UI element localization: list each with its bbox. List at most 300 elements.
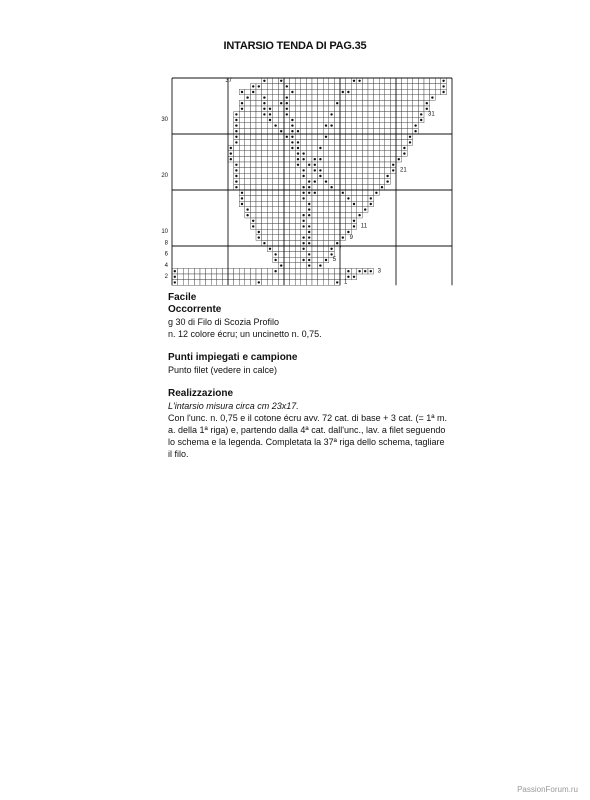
chart-cell — [346, 162, 352, 168]
chart-dot — [392, 164, 394, 166]
chart-cell — [334, 229, 340, 235]
chart-cell — [278, 89, 284, 95]
chart-cell — [379, 106, 385, 112]
chart-cell — [390, 128, 396, 134]
chart-dot — [319, 175, 321, 177]
chart-dot — [235, 164, 237, 166]
chart-row-label: 8 — [164, 240, 168, 247]
chart-cell — [318, 95, 324, 101]
chart-cell — [256, 123, 262, 129]
chart-dot — [330, 124, 332, 126]
chart-cell — [301, 106, 307, 112]
chart-cell — [306, 218, 312, 224]
chart-cell — [278, 84, 284, 90]
filet-chart-svg — [152, 72, 462, 287]
chart-cell — [346, 112, 352, 118]
chart-dot — [308, 164, 310, 166]
making-heading: Realizzazione — [168, 388, 234, 399]
chart-cell — [340, 168, 346, 174]
chart-cell — [267, 162, 273, 168]
chart-cell — [245, 145, 251, 151]
chart-cell — [323, 117, 329, 123]
chart-cell — [256, 95, 262, 101]
chart-cell — [267, 128, 273, 134]
chart-cell — [178, 280, 184, 286]
chart-cell — [379, 100, 385, 106]
chart-cell — [290, 190, 296, 196]
chart-dot — [353, 80, 355, 82]
chart-cell — [284, 263, 290, 269]
chart-dot — [330, 248, 332, 250]
chart-cell — [351, 112, 357, 118]
chart-cell — [295, 100, 301, 106]
chart-cell — [368, 112, 374, 118]
chart-cell — [374, 128, 380, 134]
needs-heading: Occorrente — [168, 304, 222, 315]
chart-cell — [301, 100, 307, 106]
chart-cell — [256, 162, 262, 168]
chart-cell — [301, 252, 307, 258]
chart-cell — [295, 212, 301, 218]
chart-cell — [312, 201, 318, 207]
chart-cell — [267, 184, 273, 190]
chart-cell — [234, 156, 240, 162]
chart-cell — [256, 89, 262, 95]
chart-cell — [267, 134, 273, 140]
chart-cell — [312, 224, 318, 230]
chart-cell — [334, 123, 340, 129]
chart-cell — [183, 280, 189, 286]
chart-dot — [241, 197, 243, 199]
chart-cell — [295, 274, 301, 280]
chart-cell — [318, 201, 324, 207]
chart-cell — [396, 89, 402, 95]
chart-cell — [256, 201, 262, 207]
chart-cell — [290, 168, 296, 174]
chart-cell — [351, 212, 357, 218]
chart-cell — [284, 218, 290, 224]
chart-cell — [290, 78, 296, 84]
chart-row-label: 10 — [161, 229, 168, 236]
chart-cell — [301, 89, 307, 95]
chart-cell — [250, 145, 256, 151]
chart-cell — [262, 89, 268, 95]
chart-cell — [284, 156, 290, 162]
chart-cell — [245, 117, 251, 123]
chart-cell — [368, 117, 374, 123]
chart-cell — [239, 112, 245, 118]
chart-cell — [396, 100, 402, 106]
chart-cell — [368, 100, 374, 106]
chart-cell — [245, 89, 251, 95]
chart-cell — [362, 196, 368, 202]
chart-cell — [346, 179, 352, 185]
chart-cell — [284, 151, 290, 157]
chart-cell — [278, 106, 284, 112]
chart-cell — [306, 173, 312, 179]
chart-cell — [318, 112, 324, 118]
chart-cell — [262, 229, 268, 235]
chart-cell — [362, 123, 368, 129]
chart-cell — [318, 100, 324, 106]
chart-cell — [334, 201, 340, 207]
chart-cell — [267, 173, 273, 179]
chart-cell — [206, 268, 212, 274]
chart-cell — [295, 84, 301, 90]
chart-cell — [390, 123, 396, 129]
chart-cell — [374, 78, 380, 84]
chart-cell — [351, 151, 357, 157]
chart-cell — [250, 112, 256, 118]
chart-dot — [286, 85, 288, 87]
chart-dot — [319, 158, 321, 160]
chart-cell — [346, 207, 352, 213]
chart-cell — [385, 168, 391, 174]
chart-cell — [278, 252, 284, 258]
chart-cell — [256, 106, 262, 112]
chart-dot — [319, 169, 321, 171]
chart-cell — [379, 89, 385, 95]
chart-row-label: 7 — [338, 246, 342, 252]
chart-cell — [402, 106, 408, 112]
chart-cell — [329, 134, 335, 140]
chart-cell — [329, 201, 335, 207]
chart-cell — [368, 151, 374, 157]
chart-row-label: 21 — [400, 167, 407, 174]
chart-cell — [413, 112, 419, 118]
chart-cell — [407, 112, 413, 118]
chart-cell — [413, 106, 419, 112]
chart-cell — [273, 95, 279, 101]
chart-dot — [342, 192, 344, 194]
chart-cell — [430, 89, 436, 95]
chart-cell — [267, 274, 273, 280]
chart-cell — [206, 280, 212, 286]
chart-cell — [262, 196, 268, 202]
chart-cell — [284, 212, 290, 218]
chart-cell — [256, 145, 262, 151]
chart-dot — [274, 270, 276, 272]
chart-cell — [368, 123, 374, 129]
chart-cell — [284, 173, 290, 179]
chart-cell — [239, 151, 245, 157]
chart-cell — [340, 84, 346, 90]
chart-dot — [403, 152, 405, 154]
chart-cell — [346, 201, 352, 207]
chart-dot — [403, 147, 405, 149]
chart-cell — [312, 84, 318, 90]
chart-cell — [273, 145, 279, 151]
chart-dot — [302, 175, 304, 177]
chart-cell — [357, 151, 363, 157]
chart-cell — [351, 117, 357, 123]
chart-cell — [368, 184, 374, 190]
chart-cell — [290, 201, 296, 207]
chart-cell — [418, 84, 424, 90]
chart-cell — [318, 235, 324, 241]
chart-dot — [308, 259, 310, 261]
chart-cell — [278, 112, 284, 118]
chart-dot — [308, 264, 310, 266]
chart-cell — [323, 100, 329, 106]
chart-dot — [314, 169, 316, 171]
chart-dot — [308, 203, 310, 205]
chart-dot — [375, 192, 377, 194]
chart-cell — [362, 173, 368, 179]
chart-cell — [334, 145, 340, 151]
chart-cell — [407, 117, 413, 123]
chart-cell — [256, 184, 262, 190]
chart-row-label: 2 — [164, 274, 168, 280]
chart-cell — [273, 173, 279, 179]
chart-cell — [301, 78, 307, 84]
chart-cell — [301, 263, 307, 269]
chart-cell — [278, 207, 284, 213]
chart-cell — [273, 140, 279, 146]
filet-chart — [152, 72, 462, 287]
chart-cell — [306, 274, 312, 280]
chart-cell — [312, 196, 318, 202]
chart-cell — [362, 151, 368, 157]
chart-cell — [312, 140, 318, 146]
chart-cell — [312, 95, 318, 101]
chart-cell — [278, 218, 284, 224]
chart-cell — [278, 173, 284, 179]
chart-cell — [351, 140, 357, 146]
chart-cell — [245, 196, 251, 202]
chart-cell — [284, 235, 290, 241]
chart-cell — [189, 280, 195, 286]
chart-cell — [245, 151, 251, 157]
chart-cell — [318, 123, 324, 129]
chart-cell — [396, 112, 402, 118]
chart-cell — [379, 156, 385, 162]
chart-cell — [278, 196, 284, 202]
chart-dot — [302, 259, 304, 261]
chart-cell — [222, 274, 228, 280]
chart-cell — [290, 196, 296, 202]
chart-cell — [334, 156, 340, 162]
chart-cell — [290, 207, 296, 213]
chart-cell — [278, 201, 284, 207]
chart-cell — [245, 173, 251, 179]
chart-cell — [239, 173, 245, 179]
chart-cell — [278, 268, 284, 274]
chart-cell — [262, 134, 268, 140]
chart-dot — [263, 80, 265, 82]
chart-dot — [314, 180, 316, 182]
chart-cell — [256, 196, 262, 202]
chart-cell — [312, 268, 318, 274]
chart-cell — [273, 224, 279, 230]
chart-cell — [250, 280, 256, 286]
chart-cell — [278, 246, 284, 252]
chart-cell — [250, 134, 256, 140]
chart-cell — [312, 128, 318, 134]
chart-cell — [290, 263, 296, 269]
chart-cell — [346, 100, 352, 106]
chart-dot — [235, 141, 237, 143]
chart-cell — [357, 123, 363, 129]
chart-row-label: 9 — [349, 234, 353, 241]
chart-cell — [295, 240, 301, 246]
chart-cell — [346, 95, 352, 101]
chart-cell — [430, 78, 436, 84]
chart-dot — [364, 270, 366, 272]
chart-dot — [302, 242, 304, 244]
chart-cell — [234, 145, 240, 151]
chart-cell — [295, 173, 301, 179]
chart-cell — [346, 224, 352, 230]
chart-cell — [278, 257, 284, 263]
chart-cell — [318, 212, 324, 218]
chart-cell — [273, 162, 279, 168]
chart-cell — [295, 95, 301, 101]
chart-cell — [306, 112, 312, 118]
chart-dot — [330, 253, 332, 255]
chart-cell — [278, 212, 284, 218]
watermark: PassionForum.ru — [517, 785, 578, 794]
chart-dot — [392, 169, 394, 171]
chart-cell — [245, 128, 251, 134]
chart-cell — [295, 257, 301, 263]
chart-dot — [291, 119, 293, 121]
chart-cell — [250, 196, 256, 202]
chart-cell — [290, 179, 296, 185]
chart-cell — [390, 145, 396, 151]
chart-cell — [418, 100, 424, 106]
chart-cell — [278, 123, 284, 129]
chart-cell — [312, 134, 318, 140]
chart-cell — [290, 184, 296, 190]
chart-cell — [250, 190, 256, 196]
chart-cell — [424, 89, 430, 95]
chart-cell — [351, 89, 357, 95]
chart-cell — [200, 274, 206, 280]
chart-cell — [295, 252, 301, 258]
chart-cell — [273, 112, 279, 118]
chart-cell — [284, 229, 290, 235]
chart-dot — [314, 164, 316, 166]
chart-cell — [250, 117, 256, 123]
chart-cell — [284, 117, 290, 123]
chart-cell — [262, 235, 268, 241]
chart-cell — [200, 268, 206, 274]
chart-cell — [323, 140, 329, 146]
chart-cell — [346, 128, 352, 134]
chart-dot — [442, 85, 444, 87]
chart-cell — [267, 78, 273, 84]
chart-cell — [239, 140, 245, 146]
chart-cell — [357, 112, 363, 118]
chart-cell — [295, 179, 301, 185]
chart-cell — [385, 100, 391, 106]
chart-dot — [308, 186, 310, 188]
chart-dot — [246, 208, 248, 210]
chart-cell — [312, 151, 318, 157]
chart-dot — [230, 158, 232, 160]
chart-cell — [278, 134, 284, 140]
chart-dot — [319, 147, 321, 149]
chart-cell — [256, 190, 262, 196]
chart-cell — [346, 140, 352, 146]
chart-dot — [302, 236, 304, 238]
chart-cell — [267, 190, 273, 196]
chart-cell — [267, 145, 273, 151]
chart-cell — [318, 140, 324, 146]
chart-cell — [306, 106, 312, 112]
chart-cell — [318, 106, 324, 112]
chart-cell — [351, 196, 357, 202]
chart-dot — [297, 164, 299, 166]
chart-cell — [340, 156, 346, 162]
chart-cell — [340, 218, 346, 224]
chart-dot — [263, 113, 265, 115]
chart-cell — [250, 140, 256, 146]
chart-cell — [351, 123, 357, 129]
chart-cell — [385, 140, 391, 146]
chart-cell — [413, 117, 419, 123]
chart-cell — [435, 78, 441, 84]
chart-cell — [362, 140, 368, 146]
chart-cell — [390, 84, 396, 90]
chart-cell — [396, 140, 402, 146]
chart-cell — [374, 89, 380, 95]
chart-cell — [306, 168, 312, 174]
chart-cell — [256, 168, 262, 174]
chart-cell — [357, 184, 363, 190]
chart-cell — [278, 229, 284, 235]
chart-cell — [390, 151, 396, 157]
chart-dot — [308, 192, 310, 194]
chart-cell — [368, 162, 374, 168]
chart-dot — [342, 91, 344, 93]
chart-cell — [390, 106, 396, 112]
chart-cell — [239, 156, 245, 162]
chart-cell — [295, 112, 301, 118]
chart-cell — [340, 123, 346, 129]
chart-cell — [262, 151, 268, 157]
chart-dot — [353, 203, 355, 205]
chart-cell — [362, 95, 368, 101]
chart-cell — [418, 95, 424, 101]
chart-cell — [357, 190, 363, 196]
chart-cell — [413, 84, 419, 90]
chart-cell — [256, 224, 262, 230]
making-size: L'intarsio misura circa cm 23x17. — [168, 401, 299, 411]
chart-cell — [334, 84, 340, 90]
chart-cell — [329, 89, 335, 95]
stitches-heading: Punti impiegati e campione — [168, 352, 298, 363]
chart-cell — [407, 89, 413, 95]
chart-cell — [273, 156, 279, 162]
chart-cell — [228, 274, 234, 280]
chart-cell — [413, 89, 419, 95]
chart-cell — [390, 117, 396, 123]
chart-cell — [267, 123, 273, 129]
chart-cell — [318, 134, 324, 140]
chart-cell — [407, 84, 413, 90]
chart-cell — [340, 112, 346, 118]
chart-cell — [329, 140, 335, 146]
chart-cell — [284, 246, 290, 252]
chart-cell — [329, 280, 335, 286]
chart-cell — [323, 280, 329, 286]
chart-dot — [252, 91, 254, 93]
chart-cell — [250, 100, 256, 106]
chart-cell — [379, 112, 385, 118]
chart-cell — [290, 268, 296, 274]
